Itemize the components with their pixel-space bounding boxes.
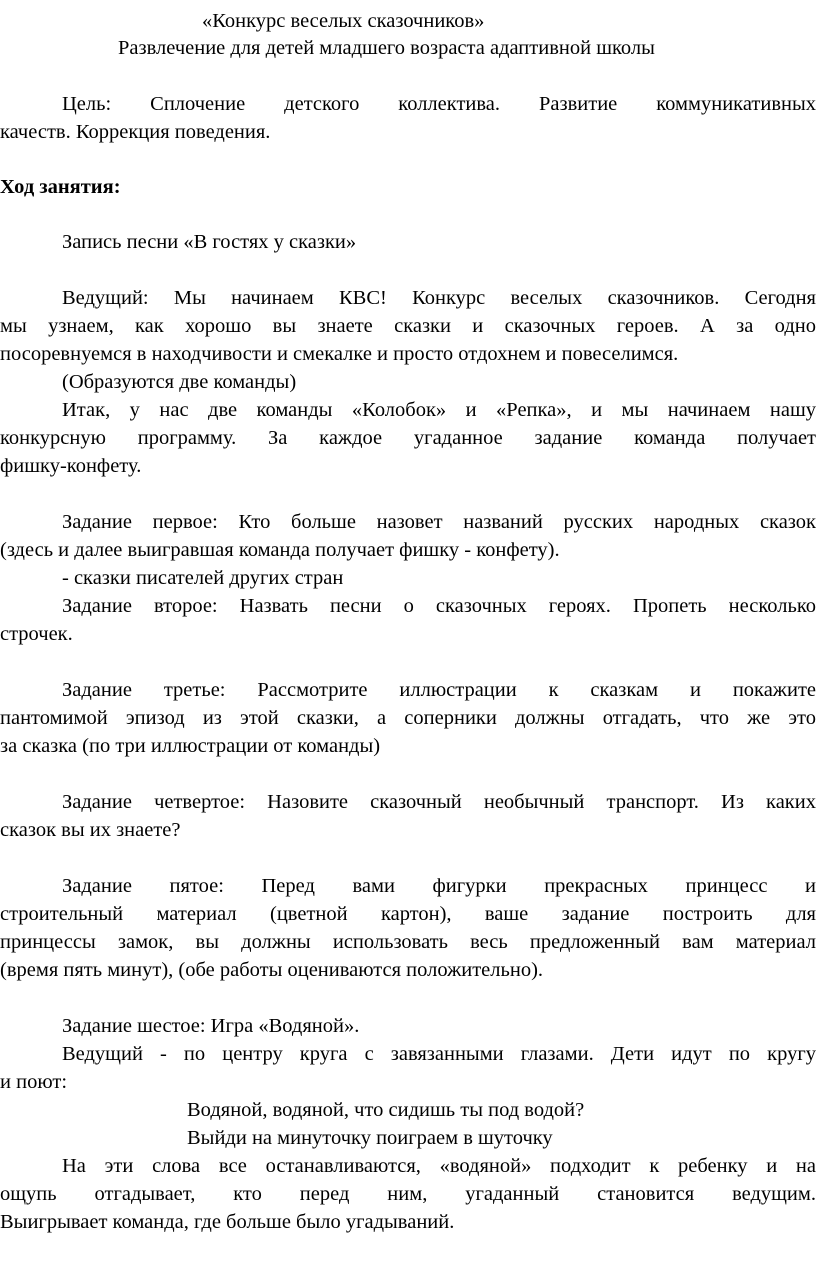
task6-end-line: ощупь отгадывает, кто перед ним, угаданный становится ведущим. — [0, 1183, 816, 1205]
song-line: Запись песни «В гостях у сказки» — [62, 231, 357, 253]
goal-line: качеств. Коррекция поведения. — [0, 121, 271, 143]
task3-line: Задание третье: Рассмотрите иллюстрации к сказкам и покажите — [62, 679, 816, 701]
task1-extra: - сказки писателей других стран — [62, 567, 344, 589]
teams-intro-line: Итак, у нас две команды «Колобок» и «Репка», и мы начинаем нашу — [62, 399, 816, 421]
task3-line: пантомимой эпизод из этой сказки, а соперники должны отгадать, что же это — [0, 707, 816, 729]
task2-line: Задание второе: Назвать песни о сказочных героях. Пропеть несколько — [62, 595, 816, 617]
document-subtitle: Развлечение для детей младшего возраста адаптивной школы — [118, 37, 655, 59]
task3-line: за сказка (по три иллюстрации от команды) — [0, 735, 381, 757]
task4-line: сказок вы их знаете? — [0, 819, 181, 841]
task6-desc-line: Ведущий - по центру круга с завязанными глазами. Дети идут по кругу — [62, 1043, 816, 1065]
section-heading: Ход занятия: — [0, 176, 121, 198]
task1-line: Задание первое: Кто больше назовет названий русских народных сказок — [62, 511, 816, 533]
task5-line: строительный материал (цветной картон), ваше задание построить для — [0, 903, 816, 925]
task6-desc-line: и поют: — [0, 1071, 68, 1093]
task6-title: Задание шестое: Игра «Водяной». — [62, 1015, 360, 1037]
task5-line: (время пять минут), (обе работы оцениваются положительно). — [0, 959, 544, 981]
host-intro-line: посоревнуемся в находчивости и смекалке и просто отдохнем и повеселимся. — [0, 343, 679, 365]
poem-line: Водяной, водяной, что сидишь ты под водой? — [187, 1099, 585, 1121]
document-title: «Конкурс веселых сказочников» — [202, 10, 485, 32]
teams-intro-line: конкурсную программу. За каждое угаданное задание команда получает — [0, 427, 816, 449]
poem-line: Выйди на минуточку поиграем в шуточку — [187, 1127, 553, 1149]
task6-end-line: Выигрывает команда, где больше было угадываний. — [0, 1211, 455, 1233]
host-intro-line: Ведущий: Мы начинаем КВС! Конкурс веселых сказочников. Сегодня — [62, 287, 816, 309]
teams-intro-line: фишку-конфету. — [0, 455, 142, 477]
task2-line: строчек. — [0, 623, 73, 645]
task5-line: принцессы замок, вы должны использовать весь предложенный вам материал — [0, 931, 816, 953]
task5-line: Задание пятое: Перед вами фигурки прекрасных принцесс и — [62, 875, 816, 897]
host-intro-line: мы узнаем, как хорошо вы знаете сказки и сказочных героев. А за одно — [0, 315, 816, 337]
task1-line: (здесь и далее выигравшая команда получает фишку - конфету). — [0, 539, 560, 561]
goal-line: Цель: Сплочение детского коллектива. Развитие коммуникативных — [62, 93, 816, 115]
teams-note: (Образуются две команды) — [62, 371, 297, 393]
task6-end-line: На эти слова все останавливаются, «водяной» подходит к ребенку и на — [62, 1155, 816, 1177]
task4-line: Задание четвертое: Назовите сказочный необычный транспорт. Из каких — [62, 791, 816, 813]
